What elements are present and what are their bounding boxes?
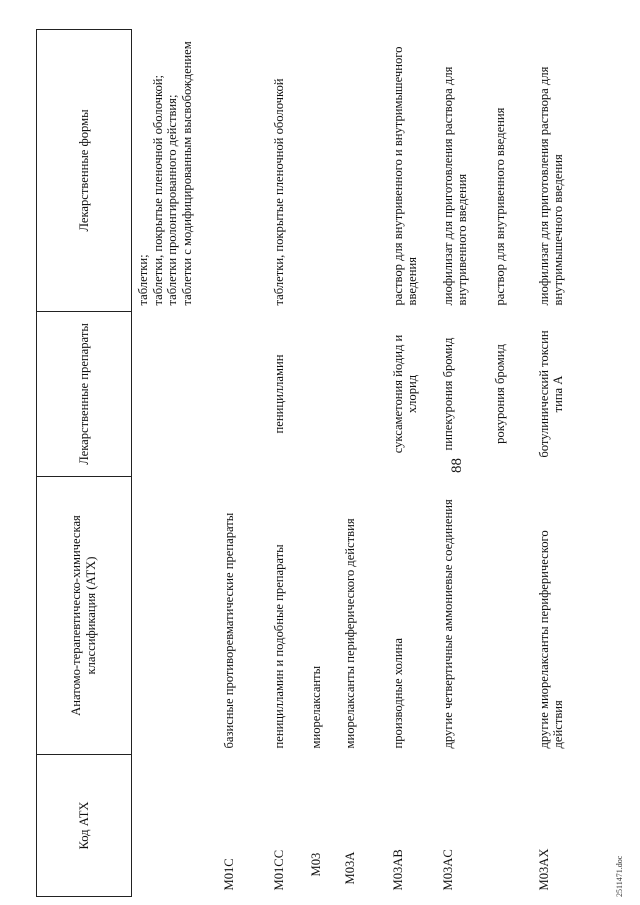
table-row [537, 30, 581, 897]
row-code: M03 [308, 852, 323, 877]
row-forms: лиофилизат для приготовления раствора для внутривенного введения [440, 66, 470, 306]
row-classification: миорелаксанты периферического действия [342, 518, 357, 749]
header-classification: Анатомо-терапевтическо-химическая классификация (АТХ) [37, 477, 132, 755]
row-classification: миорелаксанты [308, 665, 323, 749]
row-drug: пипекурония бромид [440, 337, 455, 451]
table-row [222, 30, 272, 897]
table-row [493, 30, 537, 897]
header-forms: Лекарственные формы [37, 30, 132, 312]
table-row [391, 30, 441, 897]
row-classification [493, 477, 537, 755]
footer-filename: 2511471.doc [615, 855, 624, 897]
row-code: M03A [342, 851, 357, 885]
table-row [272, 30, 309, 897]
row-code: M01C [221, 858, 236, 891]
row-code: M03AB [390, 849, 405, 891]
header-drugs: Лекарственные препараты [37, 312, 132, 477]
row-drug: пеницилламин [271, 354, 286, 434]
row-drug: рокурония бромид [492, 344, 507, 444]
row-forms [222, 30, 272, 312]
row-forms: таблетки, покрытые пленочной оболочкой [271, 78, 286, 306]
row-forms [309, 30, 343, 312]
header-code: Код АТХ [37, 755, 132, 897]
row-classification: другие четвертичные аммониевые соединения [440, 499, 455, 749]
table-header-row [37, 30, 132, 897]
row-classification: другие миорелаксанты периферического действия [536, 530, 566, 749]
row-code: M03AX [536, 848, 551, 891]
row-classification: пеницилламин и подобные препараты [271, 544, 286, 749]
row-forms: раствор для внутривенного введения [492, 107, 507, 306]
row-forms [343, 30, 391, 312]
row-code: M01CC [271, 849, 286, 891]
atc-table [36, 29, 581, 897]
table-row [441, 30, 493, 897]
row-drug [343, 312, 391, 477]
row-drug [132, 312, 222, 477]
row-classification: производные холина [390, 638, 405, 749]
row-code [132, 755, 222, 897]
row-forms: лиофилизат для приготовления раствора для внутримышечного введения [536, 66, 566, 306]
row-drug [222, 312, 272, 477]
row-drug [309, 312, 343, 477]
row-classification: базисные противоревматические препараты [221, 512, 236, 749]
row-drug: суксаметония йодид и хлорид [390, 334, 420, 454]
row-forms: таблетки; таблетки, покрытые пленочной оболочкой; таблетки пролонгированного действия; таблетки с модифицированным высвобождением [136, 41, 195, 306]
row-code [493, 755, 537, 897]
row-code: M03AC [440, 849, 455, 891]
row-forms: раствор для внутривенного и внутримышечного введения [390, 46, 420, 306]
row-classification [132, 477, 222, 755]
table-row [343, 30, 391, 897]
table-row [309, 30, 343, 897]
table-row [132, 30, 222, 897]
page-number: 88 [449, 458, 465, 473]
row-drug: ботулинический токсин типа А [536, 330, 566, 458]
